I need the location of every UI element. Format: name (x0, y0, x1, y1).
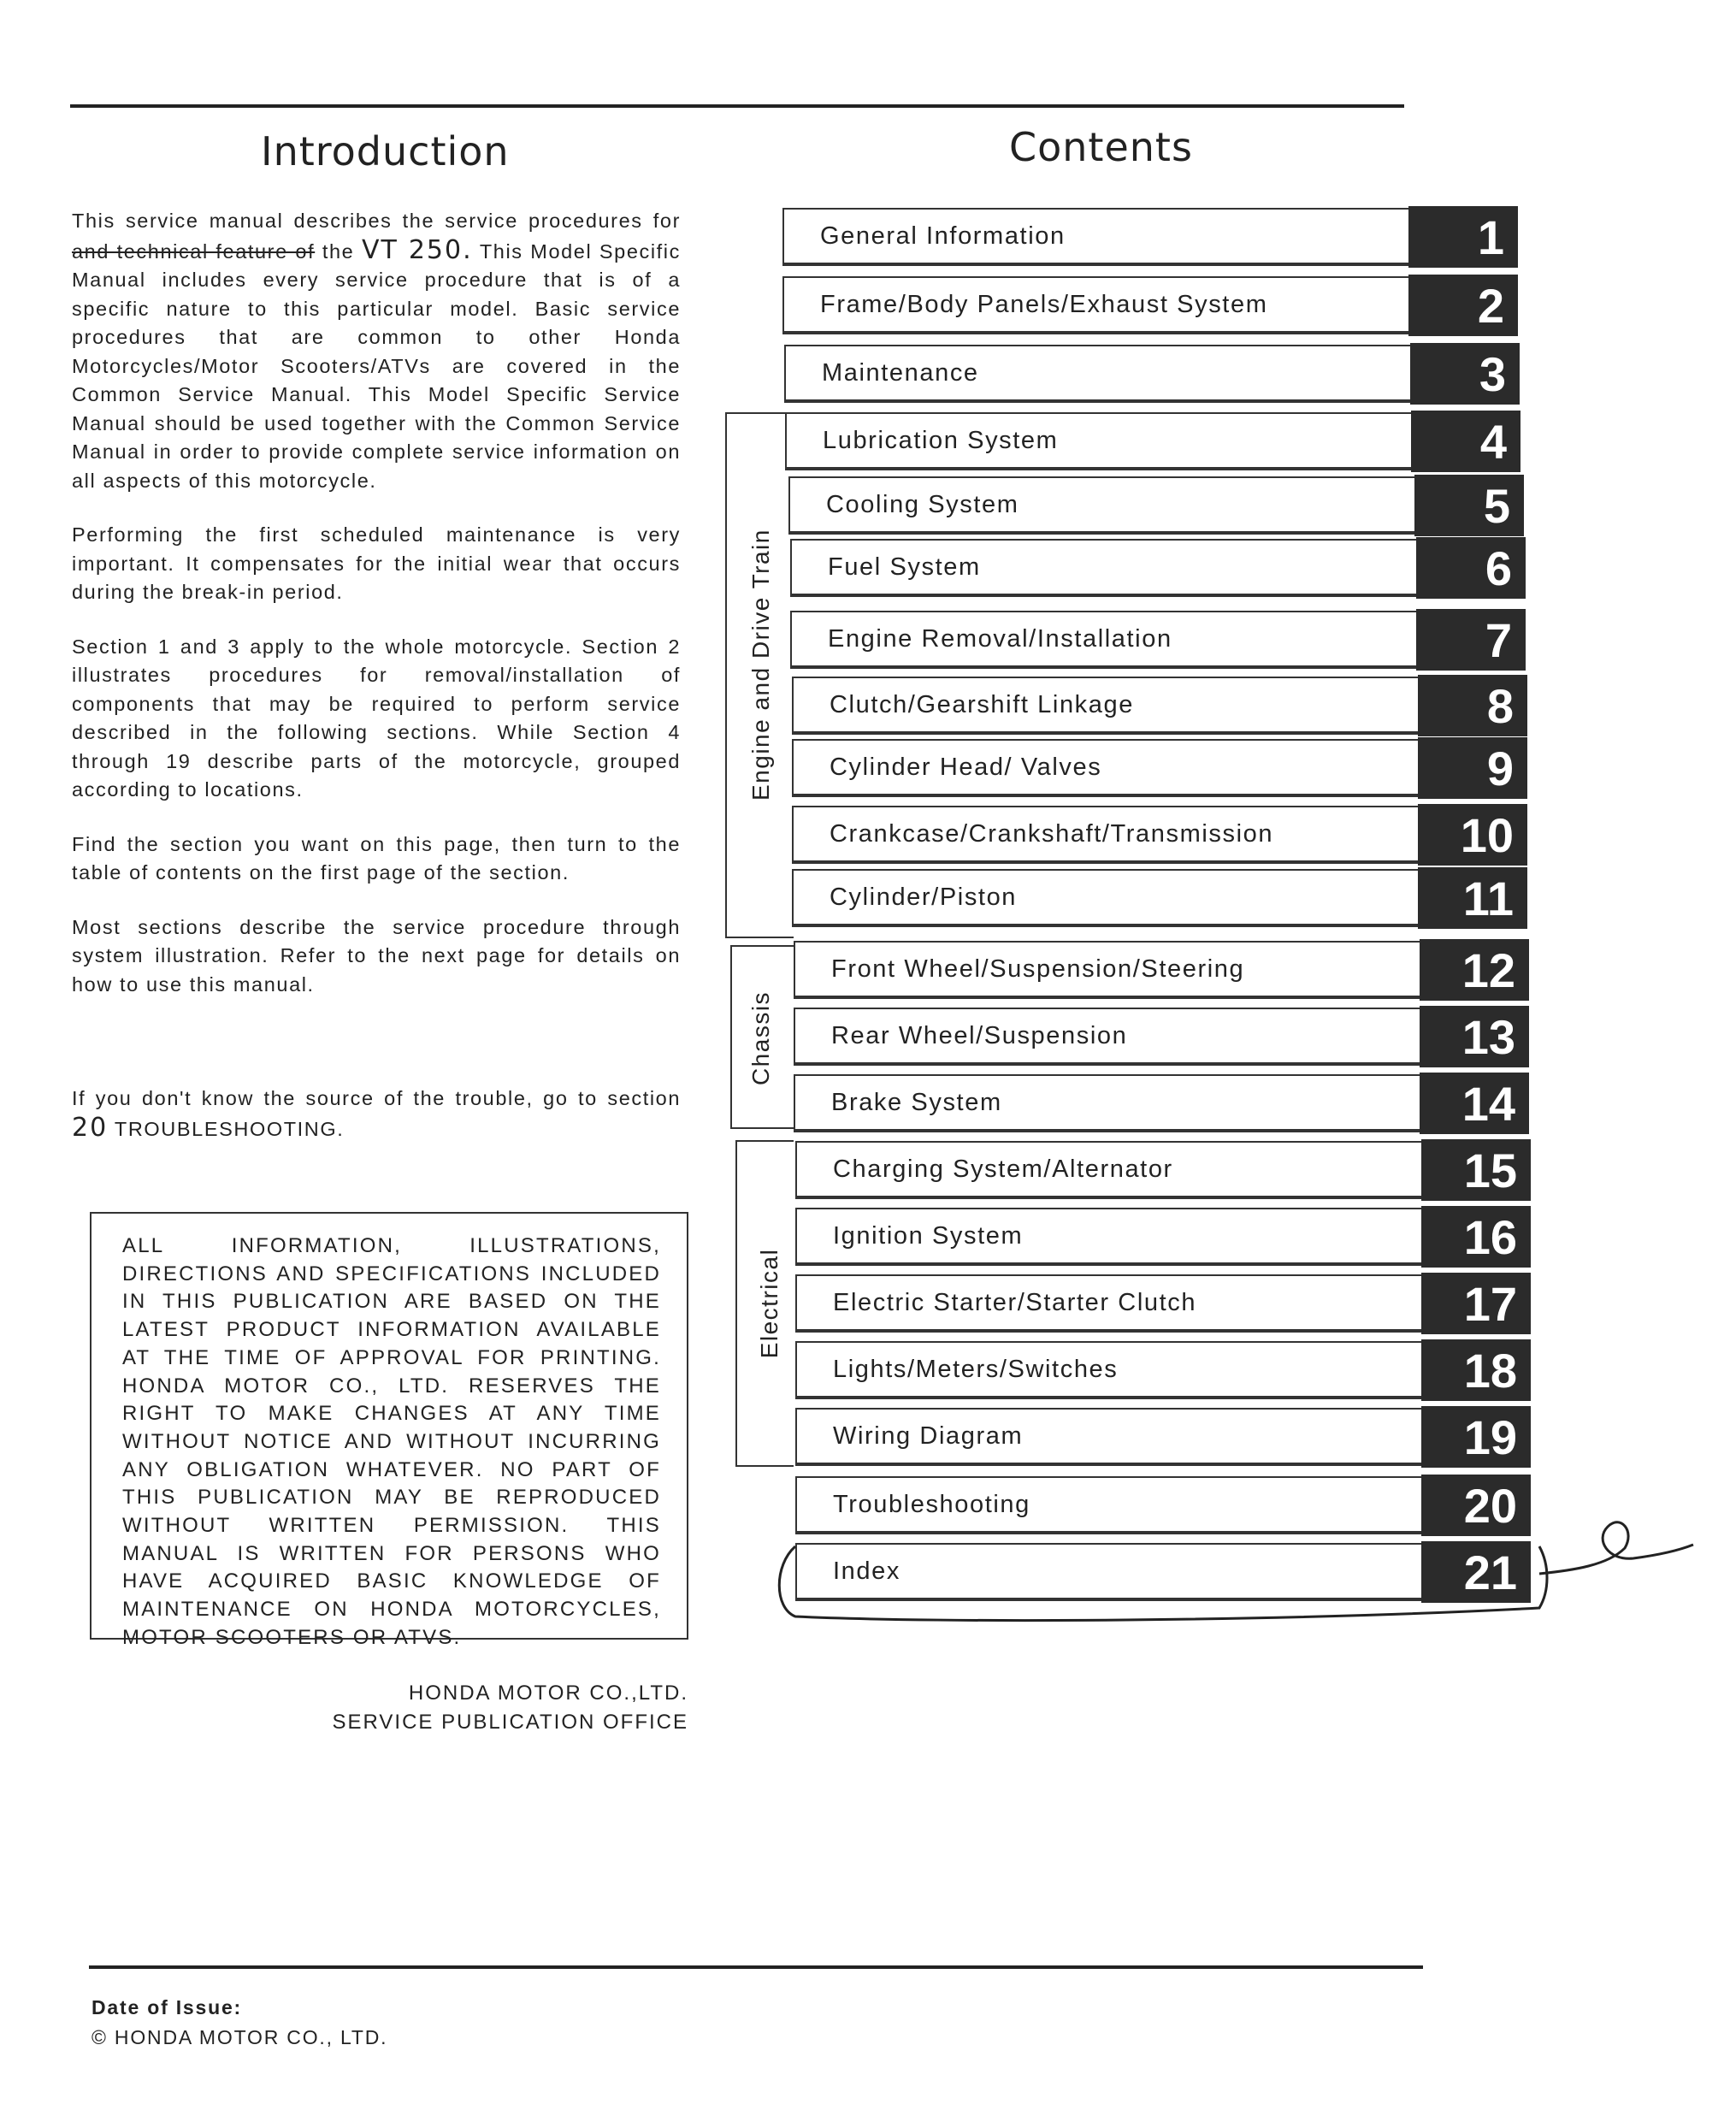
toc-section-number: 20 (1421, 1475, 1531, 1536)
intro-paragraph-2: Performing the first scheduled maintenance is very important. It compensates for the initial wear that occurs during the break-in period. (72, 523, 681, 603)
toc-section-number: 12 (1420, 939, 1529, 1001)
publisher-block (325, 1679, 688, 1737)
toc-item-frame-body[interactable] (782, 276, 1518, 334)
toc-item-maintenance[interactable] (784, 345, 1520, 403)
introduction-body (72, 207, 681, 1169)
bottom-rule (89, 1965, 1423, 1969)
toc-label: Troubleshooting (795, 1476, 1425, 1534)
intro-para6-b: TROUBLESHOOTING. (114, 1117, 345, 1140)
intro-paragraph-1 (72, 207, 681, 495)
toc-item-troubleshooting[interactable] (795, 1476, 1531, 1534)
group-label-chassis: Chassis (747, 990, 774, 1086)
toc-section-number: 18 (1421, 1339, 1531, 1401)
handwritten-e-mark (1539, 1522, 1693, 1574)
toc-section-number: 10 (1418, 804, 1527, 866)
disclaimer-notice-box: ALL INFORMATION, ILLUSTRATIONS, DIRECTIONS AND SPECIFICATIONS INCLUDED IN THIS PUBLICATION ARE BASED ON THE LATEST PRODUCT INFORMATION AVAILABLE AT THE TIME OF APPROVAL FOR PRINTING. HONDA MOTOR CO., LTD. RESERVES THE RIGHT TO MAKE CHANGES AT ANY TIME WITHOUT NOTICE AND WITHOUT INCURRING ANY OBLIGATION WHATEVER. NO PART OF THIS PUBLICATION MAY BE REPRODUCED WITHOUT WRITTEN PERMISSION. THIS MANUAL IS WRITTEN FOR PERSONS WHO HAVE ACQUIRED BASIC KNOWLEDGE OF MAINTENANCE ON HONDA MOTORCYCLES, MOTOR SCOOTERS OR ATVS. (90, 1212, 688, 1640)
intro-para1-handwritten-model: VT 250. (361, 234, 473, 265)
toc-item-general-information[interactable] (782, 208, 1518, 266)
toc-section-number: 13 (1420, 1006, 1529, 1067)
date-of-issue-label: Date of Issue: (92, 1996, 243, 2018)
toc-label: Index (795, 1543, 1425, 1601)
toc-label: Frame/Body Panels/Exhaust System (782, 276, 1412, 334)
toc-item-cylinder-head[interactable] (792, 739, 1527, 797)
toc-section-number: 9 (1418, 737, 1527, 799)
toc-item-electric-starter[interactable] (795, 1274, 1531, 1333)
toc-section-number: 7 (1416, 609, 1526, 671)
toc-label: Cylinder Head/ Valves (792, 739, 1421, 797)
group-label-electrical: Electrical (756, 1248, 782, 1359)
toc-section-number: 3 (1410, 343, 1520, 405)
toc-item-ignition[interactable] (795, 1208, 1531, 1266)
intro-para6-a: If you don't know the source of the trouble, go to section (72, 1087, 681, 1109)
toc-label: Lights/Meters/Switches (795, 1341, 1425, 1399)
contents-title: Contents (1009, 124, 1193, 170)
intro-paragraph-6 (72, 1085, 681, 1144)
toc-label: Cylinder/Piston (792, 869, 1421, 927)
toc-label: Engine Removal/Installation (790, 611, 1420, 669)
publisher-line-1: HONDA MOTOR CO.,LTD. (408, 1681, 688, 1705)
toc-item-rear-wheel[interactable] (794, 1008, 1529, 1066)
introduction-title: Introduction (261, 128, 510, 174)
toc-section-number: 8 (1418, 675, 1527, 736)
toc-item-clutch[interactable] (792, 677, 1527, 735)
toc-item-lights[interactable] (795, 1341, 1531, 1399)
toc-section-number: 15 (1421, 1139, 1531, 1201)
toc-item-front-wheel[interactable] (794, 941, 1529, 999)
issue-block (92, 1993, 387, 2053)
intro-paragraph-5: Most sections describe the service procedure through system illustration. Refer to the next page for details on how to use this manual. (72, 915, 681, 996)
toc-section-number: 11 (1418, 867, 1527, 929)
toc-section-number: 14 (1420, 1073, 1529, 1134)
intro-para1-strikethrough: and technical feature of (72, 239, 316, 263)
toc-section-number: 19 (1421, 1406, 1531, 1468)
group-label-engine: Engine and Drive Train (747, 529, 774, 801)
toc-label: Charging System/Alternator (795, 1141, 1425, 1199)
toc-label: Fuel System (790, 539, 1420, 597)
toc-item-engine-removal[interactable] (790, 611, 1526, 669)
toc-section-number: 17 (1421, 1273, 1531, 1334)
intro-para1-b: the (322, 239, 355, 263)
toc-section-number: 1 (1408, 206, 1518, 268)
toc-label: Brake System (794, 1074, 1423, 1132)
toc-item-index[interactable] (795, 1543, 1531, 1601)
toc-label: Cooling System (788, 476, 1418, 535)
toc-label: Front Wheel/Suspension/Steering (794, 941, 1423, 999)
intro-para1-a: This service manual describes the service procedures for (72, 210, 681, 232)
intro-paragraph-3: Section 1 and 3 apply to the whole motorcycle. Section 2 illustrates procedures for removal/installation of components that may be required to perform service described in the following sections. While Section 4 through 19 describe parts of the motorcycle, grouped according to locations. (72, 635, 681, 801)
toc-label: Rear Wheel/Suspension (794, 1008, 1423, 1066)
toc-item-fuel[interactable] (790, 539, 1526, 597)
copyright-line: © HONDA MOTOR CO., LTD. (92, 2026, 388, 2048)
toc-section-number: 21 (1421, 1541, 1531, 1603)
toc-label: Crankcase/Crankshaft/Transmission (792, 806, 1421, 864)
toc-label: Lubrication System (785, 412, 1414, 470)
toc-section-number: 5 (1414, 475, 1524, 536)
toc-item-charging[interactable] (795, 1141, 1531, 1199)
toc-item-brake[interactable] (794, 1074, 1529, 1132)
toc-label: Ignition System (795, 1208, 1425, 1266)
toc-item-cylinder-piston[interactable] (792, 869, 1527, 927)
toc-section-number: 6 (1416, 537, 1526, 599)
intro-para6-handwritten-section: 20 (72, 1112, 109, 1143)
toc-label: Clutch/Gearshift Linkage (792, 677, 1421, 735)
top-rule (70, 104, 1404, 108)
toc-section-number: 16 (1421, 1206, 1531, 1268)
publisher-line-2: SERVICE PUBLICATION OFFICE (332, 1711, 688, 1734)
toc-item-lubrication[interactable] (785, 412, 1520, 470)
toc-label: Maintenance (784, 345, 1414, 403)
toc-item-wiring[interactable] (795, 1408, 1531, 1466)
toc-item-crankcase[interactable] (792, 806, 1527, 864)
toc-label: General Information (782, 208, 1412, 266)
toc-section-number: 2 (1408, 275, 1518, 336)
toc-item-cooling[interactable] (788, 476, 1524, 535)
toc-label: Electric Starter/Starter Clutch (795, 1274, 1425, 1333)
toc-section-number: 4 (1411, 411, 1520, 472)
intro-para1-c: This Model Specific Manual includes every service procedure that is of a specific nature to this particular model. Basic service procedures that are common to other Honda Motorcycles/Motor Scooters/ATVs are covered in the Common Service Manual. This Model Specific Service Manual should be used together with the Common Service Manual in order to provide complete service information on all aspects of this motorcycle. (72, 239, 681, 492)
intro-paragraph-4: Find the section you want on this page, then turn to the table of contents on the first page of the section. (72, 832, 681, 884)
toc-label: Wiring Diagram (795, 1408, 1425, 1466)
